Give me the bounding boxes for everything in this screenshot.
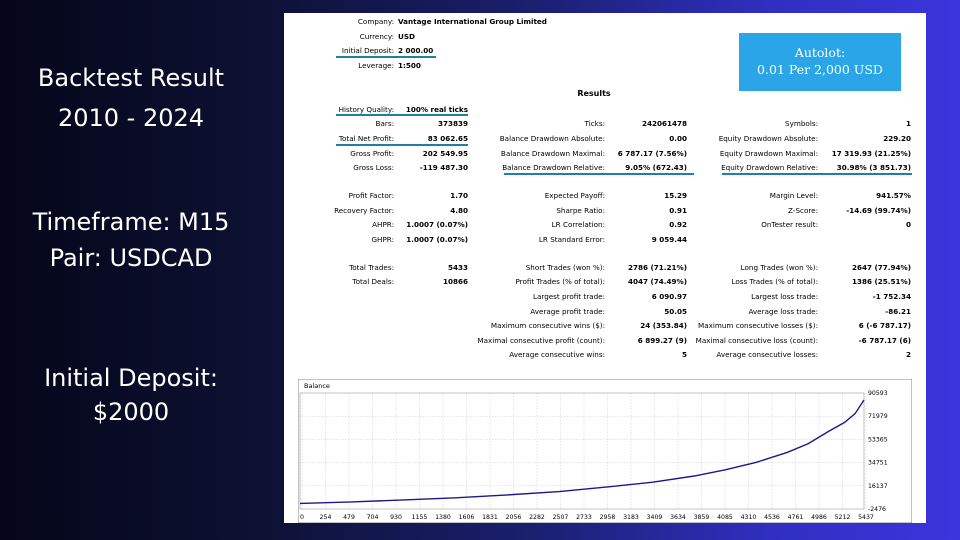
x-tick-label: 2733 <box>576 514 592 521</box>
x-tick-label: 254 <box>319 514 332 521</box>
y-tick-label: -2476 <box>868 506 886 513</box>
autolot-line-2: 0.01 Per 2,000 USD <box>757 62 883 77</box>
col3-label-7: Long Trades (won %): <box>740 263 818 272</box>
col3-value-10: -86.21 <box>885 307 911 316</box>
col1-value-6: 4.80 <box>450 206 468 215</box>
total-net-profit-underline <box>336 144 468 146</box>
col1-label-1: Bars: <box>375 119 394 128</box>
y-tick-label: 34751 <box>868 459 888 467</box>
x-tick-label: 3634 <box>670 514 686 521</box>
header_fields-label-2: Initial Deposit: <box>341 46 394 55</box>
col3-label-4: Margin Level: <box>769 191 818 200</box>
initial-deposit-underline <box>336 56 436 58</box>
col3-value-3: 30.98% (3 851.73) <box>836 163 911 172</box>
x-tick-label: 0 <box>300 514 304 521</box>
col1-label-6: Recovery Factor: <box>334 206 394 215</box>
col2-label-1: Balance Drawdown Absolute: <box>499 134 605 143</box>
col3-value-4: 941.57% <box>876 191 911 200</box>
title-line-1: Backtest Result <box>37 64 225 92</box>
col2-label-3: Balance Drawdown Relative: <box>502 163 605 172</box>
autolot-line-1: Autolot: <box>794 45 846 60</box>
col3-value-1: 229.20 <box>883 134 911 143</box>
col2-value-2: 6 787.17 (7.56%) <box>617 149 687 158</box>
x-tick-label: 930 <box>390 514 402 521</box>
balance-chart <box>298 379 912 523</box>
col1-label-2: Total Net Profit: <box>338 134 394 143</box>
col1-value-9: 5433 <box>447 263 468 272</box>
col2-value-11: 50.05 <box>664 307 687 316</box>
col2-value-0: 242061478 <box>641 119 687 128</box>
col1-label-4: Gross Loss: <box>353 163 394 172</box>
col3-label-8: Loss Trades (% of total): <box>731 277 818 286</box>
balance-drawdown-relative-underline <box>504 173 694 175</box>
col2-label-10: Largest profit trade: <box>532 292 605 301</box>
x-tick-label: 2282 <box>529 514 545 521</box>
header_fields-label-1: Currency: <box>359 32 394 41</box>
x-tick-label: 4310 <box>740 514 757 521</box>
header_fields-value-3: 1:500 <box>398 61 421 70</box>
header_fields-value-2: 2 000.00 <box>398 46 434 55</box>
col2-label-9: Profit Trades (% of total): <box>515 277 605 286</box>
col3-label-13: Average consecutive losses: <box>716 350 818 359</box>
header_fields-label-0: Company: <box>357 17 394 26</box>
col3-value-7: 2647 (77.94%) <box>851 263 911 272</box>
header_fields-label-3: Leverage: <box>358 61 394 70</box>
col3-label-9: Largest loss trade: <box>751 292 818 301</box>
col3-label-12: Maximal consecutive loss (count): <box>695 336 818 345</box>
col1-label-8: GHPR: <box>371 235 394 244</box>
deposit-value: $2000 <box>92 398 170 426</box>
x-tick-label: 1380 <box>435 514 451 521</box>
chart-frame <box>298 379 912 523</box>
col1-value-1: 373839 <box>437 119 468 128</box>
chart-title: Balance <box>304 382 330 390</box>
col2-label-2: Balance Drawdown Maximal: <box>500 149 605 158</box>
pair-text: Pair: USDCAD <box>49 244 213 272</box>
col1-value-0: 100% real ticks <box>405 105 468 114</box>
col2-label-11: Average profit trade: <box>530 307 605 316</box>
col2-label-6: LR Correlation: <box>551 220 605 229</box>
col1-value-5: 1.70 <box>450 191 468 200</box>
col3-label-6: OnTester result: <box>761 220 818 229</box>
history-quality-underline <box>336 114 468 116</box>
col1-label-7: AHPR: <box>372 220 394 229</box>
col3-value-2: 17 319.93 (21.25%) <box>831 149 911 158</box>
col3-label-11: Maximum consecutive losses ($): <box>698 321 818 330</box>
col2-label-8: Short Trades (won %): <box>525 263 605 272</box>
col3-label-10: Average loss trade: <box>748 307 818 316</box>
x-tick-label: 1155 <box>411 514 428 521</box>
col2-label-13: Maximal consecutive profit (count): <box>477 336 605 345</box>
y-tick-label: 90593 <box>868 390 888 397</box>
col3-value-5: -14.69 (99.74%) <box>846 206 911 215</box>
y-tick-label: 16137 <box>868 482 888 490</box>
col2-value-5: 0.91 <box>669 206 687 215</box>
col3-value-11: 6 (-6 787.17) <box>858 321 911 330</box>
y-tick-label: 71979 <box>868 413 888 421</box>
x-tick-label: 2056 <box>505 514 522 521</box>
x-tick-label: 5437 <box>858 514 874 521</box>
header_fields-value-1: USD <box>398 32 415 41</box>
x-tick-label: 4536 <box>764 514 780 521</box>
x-tick-label: 479 <box>343 514 355 521</box>
col1-value-2: 83 062.65 <box>427 134 468 143</box>
col1-label-9: Total Trades: <box>349 263 394 272</box>
col1-label-10: Total Deals: <box>352 277 394 286</box>
results-heading: Results <box>577 89 611 98</box>
col3-value-6: 0 <box>905 220 911 229</box>
col2-value-9: 4047 (74.49%) <box>627 277 687 286</box>
col1-value-4: -119 487.30 <box>419 163 468 172</box>
col2-value-6: 0.92 <box>669 220 687 229</box>
left-info-panel <box>0 0 270 540</box>
x-tick-label: 5212 <box>834 514 851 521</box>
col1-label-0: History Quality: <box>338 105 394 114</box>
x-tick-label: 3183 <box>623 514 639 521</box>
deposit-label: Initial Deposit: <box>44 364 218 392</box>
col3-label-2: Equity Drawdown Maximal: <box>719 149 818 158</box>
x-tick-label: 1606 <box>458 514 475 521</box>
col2-label-4: Expected Payoff: <box>544 191 605 200</box>
title-line-2: 2010 - 2024 <box>57 104 205 132</box>
col1-label-3: Gross Profit: <box>350 149 394 158</box>
report-panel <box>284 13 926 523</box>
col3-value-12: -6 787.17 (6) <box>858 336 911 345</box>
header_fields-value-0: Vantage International Group Limited <box>398 17 547 26</box>
y-tick-label: 53365 <box>868 436 888 444</box>
x-tick-label: 4761 <box>787 514 804 521</box>
col1-value-8: 1.0007 (0.07%) <box>406 235 468 244</box>
col2-value-1: 0.00 <box>669 134 687 143</box>
x-tick-label: 4085 <box>717 514 733 521</box>
col1-label-5: Profit Factor: <box>348 191 394 200</box>
col2-label-12: Maximum consecutive wins ($): <box>490 321 605 330</box>
col2-label-5: Sharpe Ratio: <box>556 206 605 215</box>
equity-drawdown-relative-underline <box>722 173 912 175</box>
col2-value-7: 9 059.44 <box>651 235 687 244</box>
col3-value-0: 1 <box>905 119 911 128</box>
col1-value-10: 10866 <box>442 277 468 286</box>
col3-label-1: Equity Drawdown Absolute: <box>718 134 818 143</box>
timeframe-text: Timeframe: M15 <box>32 208 230 236</box>
col2-value-12: 24 (353.84) <box>640 321 687 330</box>
col2-value-13: 6 899.27 (9) <box>637 336 687 345</box>
col3-value-8: 1386 (25.51%) <box>851 277 911 286</box>
x-tick-label: 3409 <box>646 514 663 521</box>
col2-value-3: 9.05% (672.43) <box>625 163 687 172</box>
x-tick-label: 4986 <box>811 514 827 521</box>
x-tick-label: 2507 <box>552 514 569 521</box>
col2-value-4: 15.29 <box>664 191 687 200</box>
autolot-badge <box>739 33 901 91</box>
col2-value-14: 5 <box>681 350 687 359</box>
col3-value-13: 2 <box>905 350 911 359</box>
x-tick-label: 2958 <box>599 514 616 521</box>
col2-label-0: Ticks: <box>584 119 605 128</box>
col2-label-14: Average consecutive wins: <box>509 350 605 359</box>
col1-value-7: 1.0007 (0.07%) <box>406 220 468 229</box>
col3-value-9: -1 752.34 <box>872 292 911 301</box>
x-tick-label: 704 <box>366 514 379 521</box>
x-tick-label: 1831 <box>482 514 498 521</box>
col2-value-8: 2786 (71.21%) <box>627 263 687 272</box>
col3-label-0: Symbols: <box>785 119 818 128</box>
col3-label-5: Z-Score: <box>788 206 818 215</box>
col2-label-7: LR Standard Error: <box>538 235 605 244</box>
x-tick-label: 3859 <box>693 514 710 521</box>
col3-label-3: Equity Drawdown Relative: <box>721 163 818 172</box>
col1-value-3: 202 549.95 <box>422 149 468 158</box>
col2-value-10: 6 090.97 <box>651 292 687 301</box>
